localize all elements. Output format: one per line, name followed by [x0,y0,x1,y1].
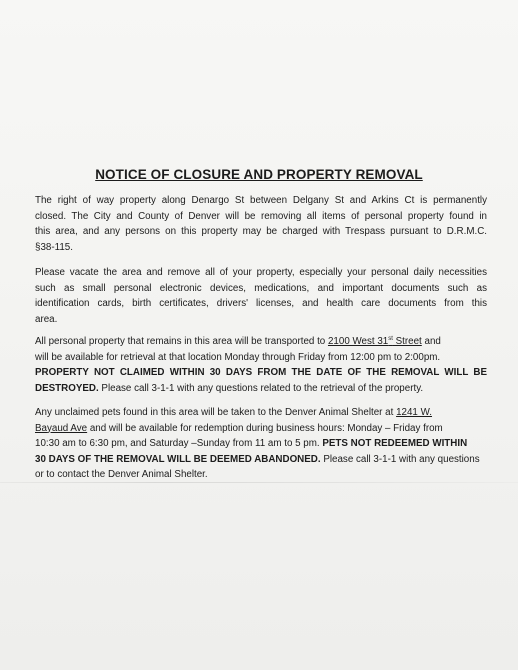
storage-address-number: 2100 West 31 [327,336,389,347]
notice-title: NOTICE OF CLOSURE AND PROPERTY REMOVAL [95,167,423,182]
paragraph-line [35,381,487,397]
storage-address-street: Street [392,336,422,347]
paragraph-property-storage [35,334,487,396]
paragraph-text: and will be available for redemption during business hours: Monday – Friday from [87,422,443,434]
paragraph-text: and [421,336,441,347]
shelter-address: Bayaud Ave [35,422,88,434]
paragraph-closure [35,193,487,255]
warning-text: 30 DAYS OF THE REMOVAL WILL BE DEEMED ABANDONED. [35,453,321,465]
paragraph-text: All personal property that remains in this area will be transported to [35,336,328,347]
warning-line: PROPERTY NOT CLAIMED WITHIN 30 DAYS FROM THE DATE OF THE REMOVAL WILL BE [35,367,487,379]
paragraph-line: will be available for retrieval at that location Monday through Friday from 12:00 pm to 2:00pm. [35,351,441,363]
paragraph-vacate [35,265,487,327]
paragraph-line: Please vacate the area and remove all of your property, especially your personal daily necessities [35,267,487,278]
paragraph-line: closed. The City and County of Denver will be removing all items of personal property found in [35,210,487,222]
warning-text: DESTROYED. [35,382,99,394]
paragraph-line [35,436,487,452]
paragraph-text: Please call 3-1-1 with any questions [320,453,480,465]
paragraph-line: such as small personal electronic devices, medications, and important documents such as [35,282,487,294]
shelter-address: 1241 W. [396,407,433,418]
paragraph-line: or to contact the Denver Animal Shelter. [35,469,208,481]
paragraph-text: 10:30 am to 6:30 pm, and Saturday –Sunday from 11 am to 5 pm. [35,438,323,450]
paragraph-line: area. [35,313,58,325]
paragraph-text: Any unclaimed pets found in this area will be taken to the Denver Animal Shelter at [35,407,397,418]
paragraph-line [35,405,487,421]
paragraph-line: identification cards, birth certificates, drivers' licenses, and health care documents from this [35,298,487,310]
paragraph-line [35,334,487,350]
storage-address [328,336,422,347]
paragraph-line: The right of way property along Denargo St between Delgany St and Arkins Ct is permanently [35,195,487,206]
paragraph-line: §38-115. [35,241,73,253]
paragraph-line: this area, and any persons on this property may be charged with Trespass pursuant to D.R.M.C. [35,226,487,238]
ordinal-suffix: st [388,336,393,342]
paragraph-pets [35,405,487,483]
warning-text: PETS NOT REDEEMED WITHIN [322,438,468,450]
paragraph-line [35,452,487,468]
paragraph-line [35,421,487,437]
paragraph-text: Please call 3-1-1 with any questions related to the retrieval of the property. [98,382,424,394]
